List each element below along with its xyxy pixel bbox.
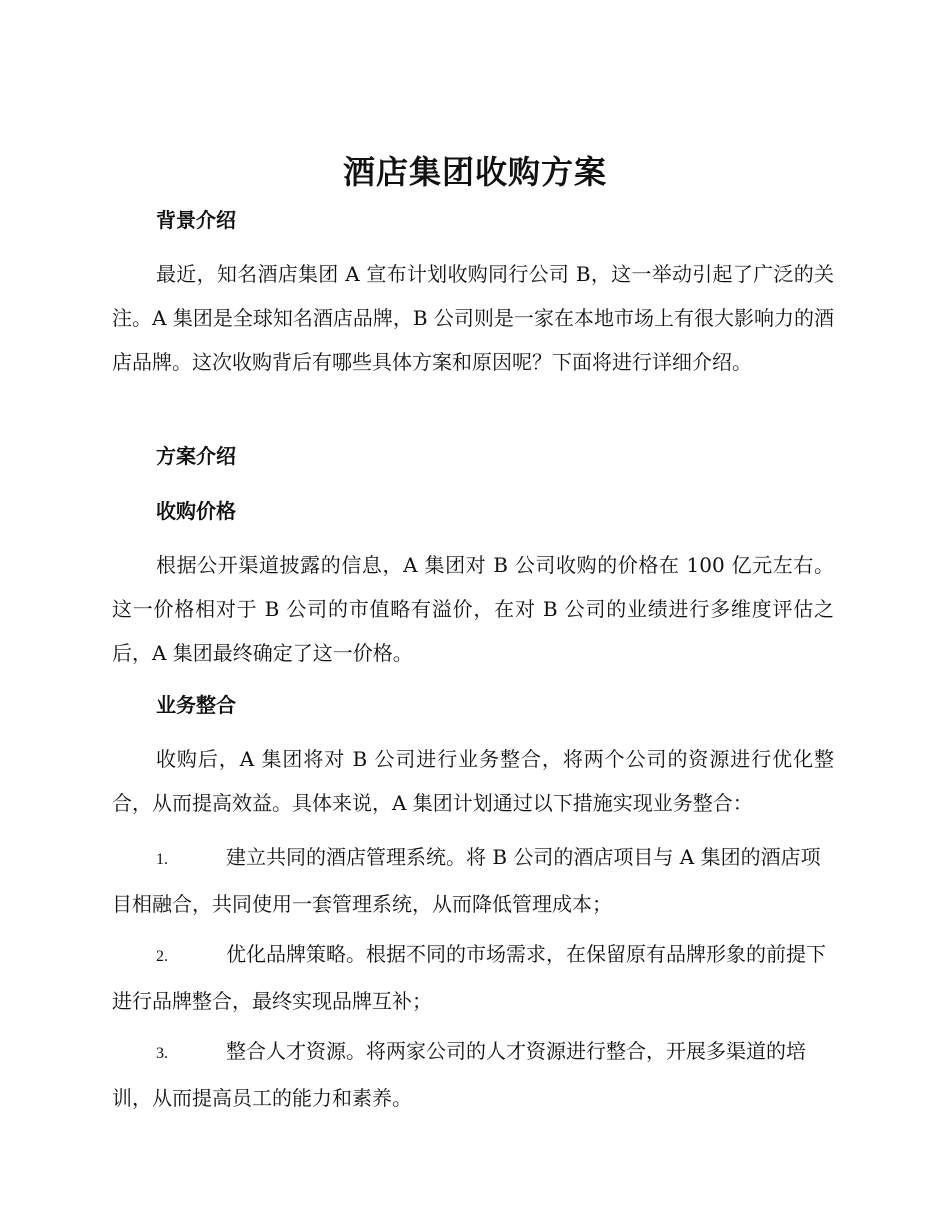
list-item — [112, 932, 834, 1023]
document-title: 酒店集团收购方案 — [342, 153, 607, 191]
list-item-text: 建立共同的酒店管理系统。将 B 公司的酒店项目与 A 集团的酒店项目相融合，共同使用一套管理系统，从而降低管理成本； — [112, 845, 821, 916]
section-heading-price: 收购价格 — [156, 499, 236, 523]
list-item — [112, 1029, 834, 1120]
list-item-number: 2. — [156, 948, 168, 965]
integration-paragraph: 收购后，A 集团将对 B 公司进行业务整合，将两个公司的资源进行优化整合，从而提高效益。具体来说，A 集团计划通过以下措施实现业务整合： — [112, 747, 834, 815]
background-paragraph: 最近，知名酒店集团 A 宣布计划收购同行公司 B，这一举动引起了广泛的关注。A 集团是全球知名酒店品牌，B 公司则是一家在本地市场上有很大影响力的酒店品牌。这次收购背后有哪些具体方案和原因呢？下面将进行详细介绍。 — [112, 262, 834, 374]
price-paragraph: 根据公开渠道披露的信息，A 集团对 B 公司收购的价格在 100 亿元左右。这一价格相对于 B 公司的市值略有溢价，在对 B 公司的业绩进行多维度评估之后，A 集团最终确定了这一价格。 — [112, 553, 834, 665]
list-item-number: 1. — [156, 851, 168, 868]
list-item-text: 优化品牌策略。根据不同的市场需求，在保留原有品牌形象的前提下进行品牌整合，最终实现品牌互补； — [112, 942, 826, 1013]
list-item-text: 整合人才资源。将两家公司的人才资源进行整合，开展多渠道的培训，从而提高员工的能力和素养。 — [112, 1039, 806, 1110]
section-heading-background: 背景介绍 — [156, 208, 236, 232]
section-heading-plan: 方案介绍 — [156, 444, 236, 468]
list-item — [112, 835, 834, 926]
section-heading-integration: 业务整合 — [156, 693, 236, 717]
list-item-number: 3. — [156, 1045, 168, 1062]
